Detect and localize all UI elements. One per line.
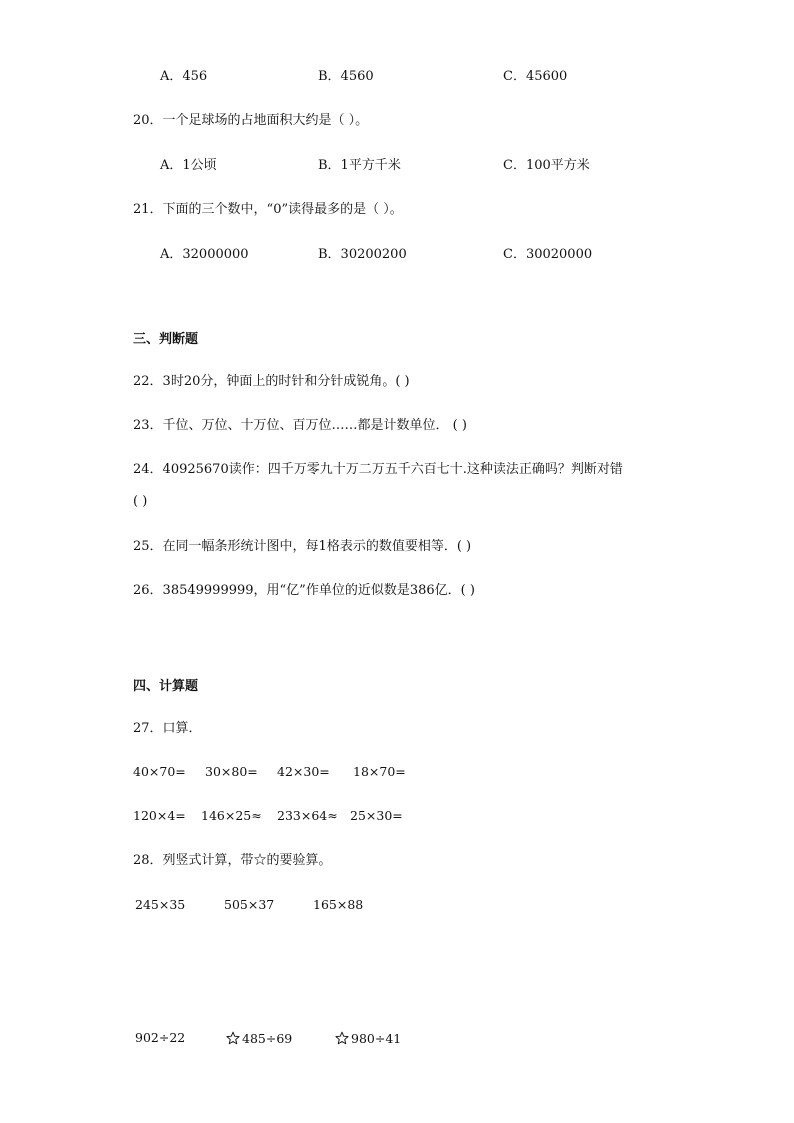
q27-row1-expr-2: 30×80= (205, 764, 258, 779)
q28-row1-expr-3: 165×88 (313, 897, 364, 912)
q27-row2-expr-4: 25×30= (350, 808, 403, 823)
q27-row2-expr-1: 120×4= (133, 808, 186, 823)
q28-row2-expr-2: 485÷69 (242, 1031, 293, 1046)
q20-option-c: C．100平方米 (503, 158, 590, 173)
q27-row2-expr-2: 146×25≈ (201, 808, 262, 823)
section4-heading: 四、计算题 (133, 679, 199, 694)
section3-heading: 三、判断题 (133, 332, 199, 347)
q24-text: 24．40925670读作：四千万零九十万二万五千六百七十.这种读法正确吗？判断对错 (133, 462, 623, 477)
q28-row1-expr-1: 245×35 (135, 897, 186, 912)
q21-option-c: C．30020000 (503, 247, 593, 262)
q19-option-a: A．456 (160, 69, 208, 84)
q21-option-a: A．32000000 (160, 247, 249, 262)
q28-row2-item-3 (335, 1031, 401, 1046)
q27-text: 27．口算． (133, 721, 202, 736)
q28-text: 28．列竖式计算，带☆的要验算。 (133, 853, 332, 868)
q20-text: 20．一个足球场的占地面积大约是（ ）。 (133, 113, 369, 128)
q19-option-b: B．4560 (318, 69, 374, 84)
q21-option-b: B．30200200 (318, 247, 407, 262)
star-outline-icon (335, 1031, 349, 1045)
q23-text: 23．千位、万位、十万位、百万位……都是计数单位． ( ) (133, 418, 467, 433)
q19-option-c: C．45600 (503, 69, 568, 84)
q28-row1-expr-2: 505×37 (224, 897, 275, 912)
q28-row2-expr-1: 902÷22 (135, 1030, 186, 1045)
q27-row1-expr-4: 18×70= (353, 764, 406, 779)
q20-option-a: A．1公顷 (160, 158, 217, 173)
q24-answer-blank: ( ) (133, 494, 148, 509)
q28-row2-item-2 (226, 1031, 292, 1046)
star-outline-icon (226, 1031, 240, 1045)
q21-text: 21．下面的三个数中，“0”读得最多的是（ ）。 (133, 202, 403, 217)
q27-row1-expr-1: 40×70= (133, 764, 186, 779)
q25-text: 25．在同一幅条形统计图中，每1格表示的数值要相等．( ) (133, 539, 472, 554)
q28-row2-expr-3: 980÷41 (351, 1031, 402, 1046)
q22-text: 22．3时20分，钟面上的时针和分针成锐角。( ) (133, 374, 410, 389)
q20-option-b: B．1平方千米 (318, 158, 401, 173)
q27-row1-expr-3: 42×30= (277, 764, 330, 779)
q27-row2-expr-3: 233×64≈ (277, 808, 338, 823)
q26-text: 26．38549999999，用“亿”作单位的近似数是386亿．( ) (133, 583, 475, 598)
